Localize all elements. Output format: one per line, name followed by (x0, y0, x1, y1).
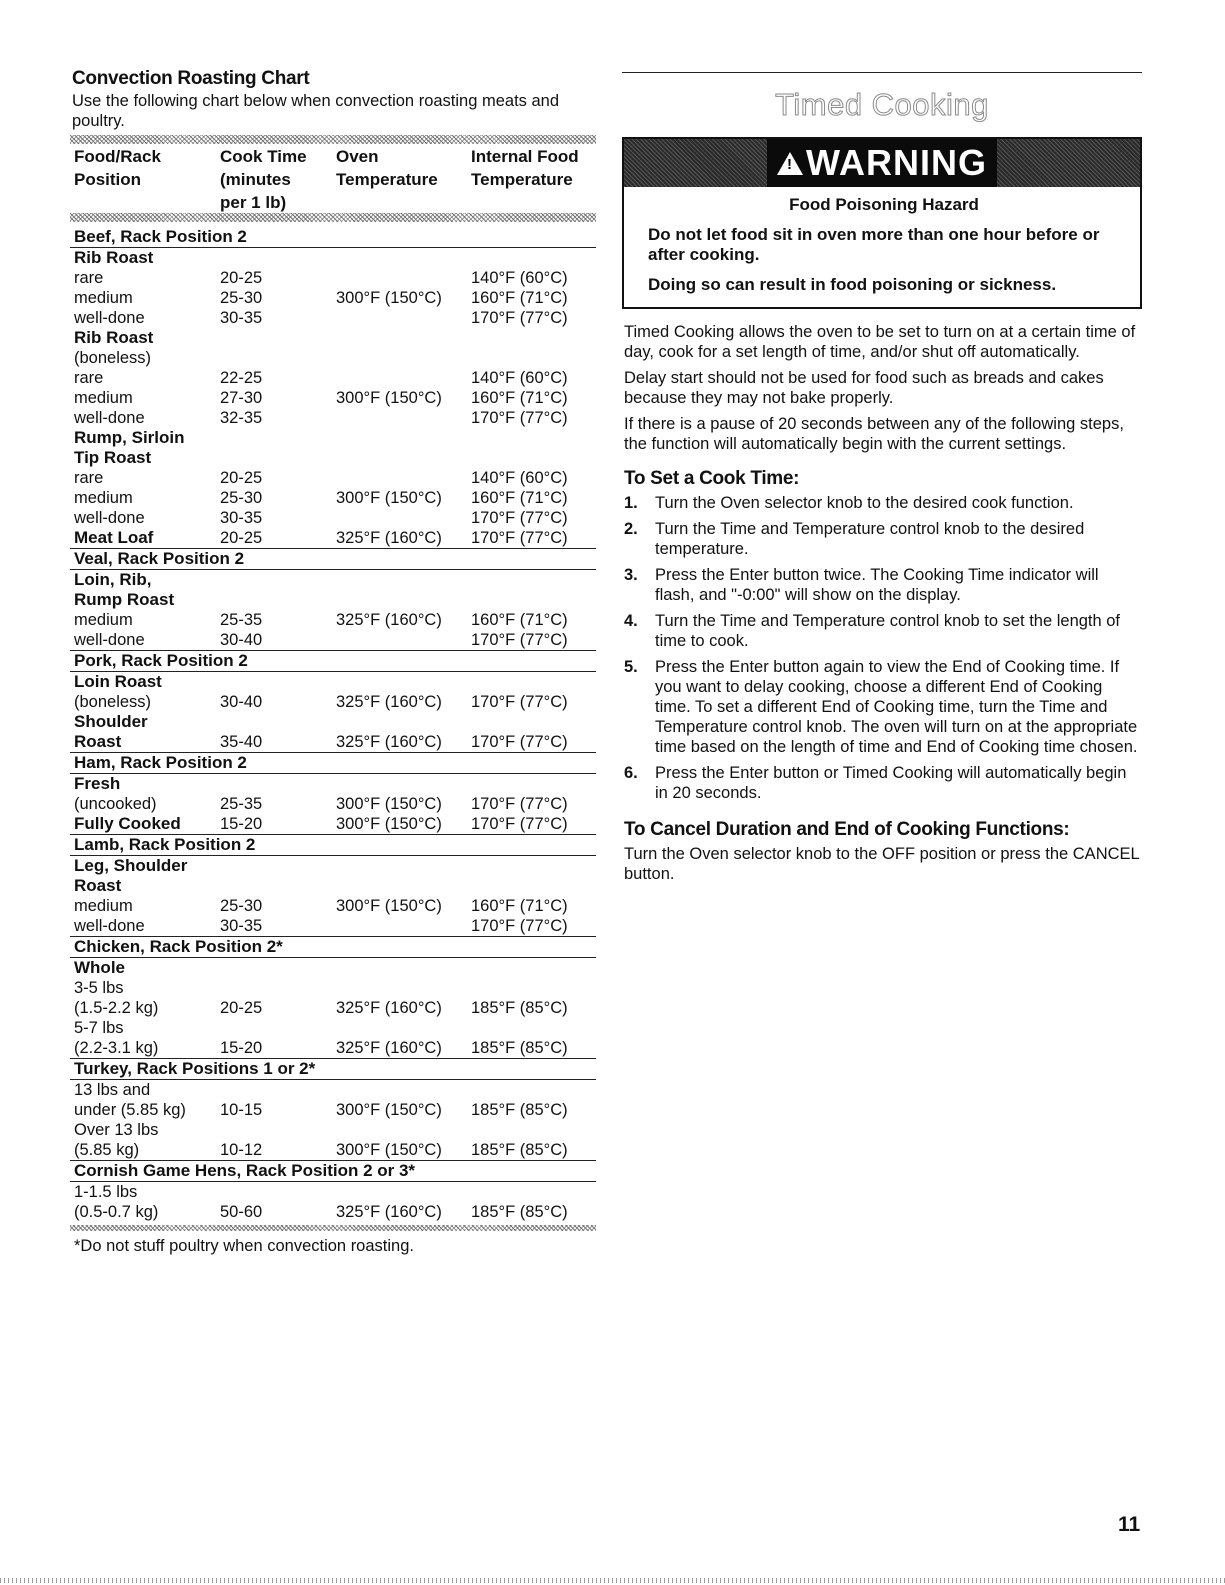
item-note: (boneless) (74, 349, 152, 367)
table-row: medium 25-30 300°F (150°C) 160°F (71°C) (74, 289, 568, 307)
table-row: rare 20-25 140°F (60°C) (74, 269, 568, 287)
paragraph-pause: If there is a pause of 20 seconds between any of the following steps, the function will automatically begin with the current settings. (624, 415, 1124, 453)
footnote: *Do not stuff poultry when convection roasting. (74, 1237, 414, 1255)
table-header (70, 144, 596, 213)
warning-line-2: Doing so can result in food poisoning or sickness. (648, 275, 1057, 294)
item-roast: Roast (74, 876, 122, 895)
convection-roasting-chart-column (70, 64, 596, 1256)
timed-cooking-column (622, 64, 1142, 890)
item-whole: Whole (74, 958, 125, 977)
section-lamb: Lamb, Rack Position 2 (70, 835, 596, 856)
item-tip-roast: Tip Roast (74, 448, 152, 467)
item-rump-roast: Rump Roast (74, 590, 175, 609)
table-row: (boneless) 30-40 325°F (160°C) 170°F (77°C) (74, 693, 568, 711)
table-row: medium 25-30 300°F (150°C) 160°F (71°C) (74, 897, 568, 915)
item-rump-sirloin: Rump, Sirloin (74, 428, 185, 447)
item-weight: 3-5 lbs (74, 979, 124, 997)
header-internal-2: Temperature (471, 170, 573, 189)
item-weight: 5-7 lbs (74, 1019, 124, 1037)
table-row: (1.5-2.2 kg) 20-25 325°F (160°C) 185°F (85°C) (74, 999, 568, 1017)
item-leg-shoulder: Leg, Shoulder (74, 856, 188, 875)
section-cornish-hens: Cornish Game Hens, Rack Position 2 or 3* (70, 1161, 596, 1182)
table-row: well-done 30-40 170°F (77°C) (74, 631, 568, 649)
header-food: Food/Rack (74, 147, 161, 166)
section-chicken: Chicken, Rack Position 2* (70, 937, 596, 958)
header-cook-time-2: (minutes (220, 170, 291, 189)
warning-body (624, 187, 1140, 307)
warning-word: WARNING (806, 142, 987, 183)
section-rule (622, 72, 1142, 73)
header-oven: Oven (336, 147, 379, 166)
header-internal: Internal Food (471, 147, 579, 166)
bottom-edge-dots (0, 1578, 1225, 1583)
header-dotted-rule (70, 213, 596, 222)
roasting-table (70, 144, 596, 213)
paragraph-delay: Delay start should not be used for food such as breads and cakes because they may not bake properly. (624, 369, 1104, 407)
table-row: rare 20-25 140°F (60°C) (74, 469, 568, 487)
table-row: (uncooked) 25-35 300°F (150°C) 170°F (77°C) (74, 795, 568, 813)
table-row: medium 25-30 300°F (150°C) 160°F (71°C) (74, 489, 568, 507)
warning-line-1: Do not let food sit in oven more than one hour before or after cooking. (648, 225, 1100, 264)
item-rib-roast-boneless: Rib Roast (74, 328, 154, 347)
set-cook-time-heading: To Set a Cook Time: (624, 468, 800, 489)
table-row: Roast 35-40 325°F (160°C) 170°F (77°C) (74, 732, 568, 751)
section-beef: Beef, Rack Position 2 (70, 222, 596, 248)
table-row: (2.2-3.1 kg) 15-20 325°F (160°C) 185°F (85°C) (74, 1039, 568, 1057)
item-fresh: Fresh (74, 774, 121, 793)
table-row: Meat Loaf 20-25 325°F (160°C) 170°F (77°C) (74, 528, 568, 547)
header-oven-2: Temperature (336, 170, 438, 189)
section-ham: Ham, Rack Position 2 (70, 753, 596, 774)
item-shoulder: Shoulder (74, 712, 148, 731)
bottom-dotted-rule (70, 1225, 596, 1231)
item-loin-rib: Loin, Rib, (74, 570, 152, 589)
cancel-heading: To Cancel Duration and End of Cooking Functions: (624, 819, 1070, 840)
warning-triangle-icon: ! (777, 152, 803, 175)
warning-hazard: Food Poisoning Hazard (789, 195, 979, 214)
page-number: 11 (1118, 1513, 1141, 1536)
list-item: 1. Turn the Oven selector knob to the desired cook function. (624, 494, 1074, 512)
list-item: 4. Turn the Time and Temperature control knob to set the length of time to cook. (624, 612, 1121, 650)
table-row: (0.5-0.7 kg) 50-60 325°F (160°C) 185°F (85°C) (74, 1203, 568, 1221)
list-item: 3. Press the Enter button twice. The Cooking Time indicator will flash, and "-0:00" will show on the display. (624, 566, 1099, 604)
section-title: Timed Cooking (775, 87, 989, 122)
chart-intro: Use the following chart below when convection roasting meats and poultry. (72, 92, 560, 130)
steps-list (622, 493, 1142, 803)
roasting-table-body (70, 222, 596, 1222)
table-row: Fully Cooked 15-20 300°F (150°C) 170°F (77°C) (74, 814, 568, 833)
table-row: medium 27-30 300°F (150°C) 160°F (71°C) (74, 389, 568, 407)
warning-banner (624, 139, 1140, 187)
list-item: 2. Turn the Time and Temperature control knob to the desired temperature. (624, 520, 1085, 558)
header-cook-time: Cook Time (220, 147, 307, 166)
section-pork: Pork, Rack Position 2 (70, 651, 596, 672)
table-row: medium 25-35 325°F (160°C) 160°F (71°C) (74, 611, 568, 629)
item-loin-roast: Loin Roast (74, 672, 162, 691)
table-row: well-done 32-35 170°F (77°C) (74, 409, 568, 427)
table-row: well-done 30-35 170°F (77°C) (74, 309, 568, 327)
header-cook-time-3: per 1 lb) (220, 193, 287, 212)
warning-box (622, 137, 1142, 309)
table-row: well-done 30-35 170°F (77°C) (74, 509, 568, 527)
table-row: under (5.85 kg) 10-15 300°F (150°C) 185°F (85°C) (74, 1101, 568, 1119)
cancel-text: Turn the Oven selector knob to the OFF position or press the CANCEL button. (624, 845, 1140, 883)
item-weight: Over 13 lbs (74, 1121, 159, 1139)
table-row: well-done 30-35 170°F (77°C) (74, 917, 568, 935)
header-food-2: Position (74, 170, 142, 189)
table-row: rare 22-25 140°F (60°C) (74, 369, 568, 387)
paragraph-intro: Timed Cooking allows the oven to be set to turn on at a certain time of day, cook for a set length of time, and/or shut off automatically. (624, 323, 1136, 361)
section-veal: Veal, Rack Position 2 (70, 549, 596, 570)
section-turkey: Turkey, Rack Positions 1 or 2* (70, 1059, 596, 1080)
item-weight: 13 lbs and (74, 1081, 151, 1099)
chart-title: Convection Roasting Chart (72, 68, 310, 89)
list-item: 5. Press the Enter button again to view the End of Cooking time. If you want to delay cooking, choose a different End of Cooking time. To set a different End of Cooking time, turn the Time and Temperature control knob. The oven will turn on at the appropriate time based on the length of time and End of Cooking time chosen. (624, 658, 1138, 756)
top-dotted-rule (70, 135, 596, 144)
list-item: 6. Press the Enter button or Timed Cooking will automatically begin in 20 seconds. (624, 764, 1127, 802)
table-row: (5.85 kg) 10-12 300°F (150°C) 185°F (85°C) (74, 1141, 568, 1159)
item-weight: 1-1.5 lbs (74, 1183, 138, 1201)
item-rib-roast: Rib Roast (74, 248, 154, 267)
